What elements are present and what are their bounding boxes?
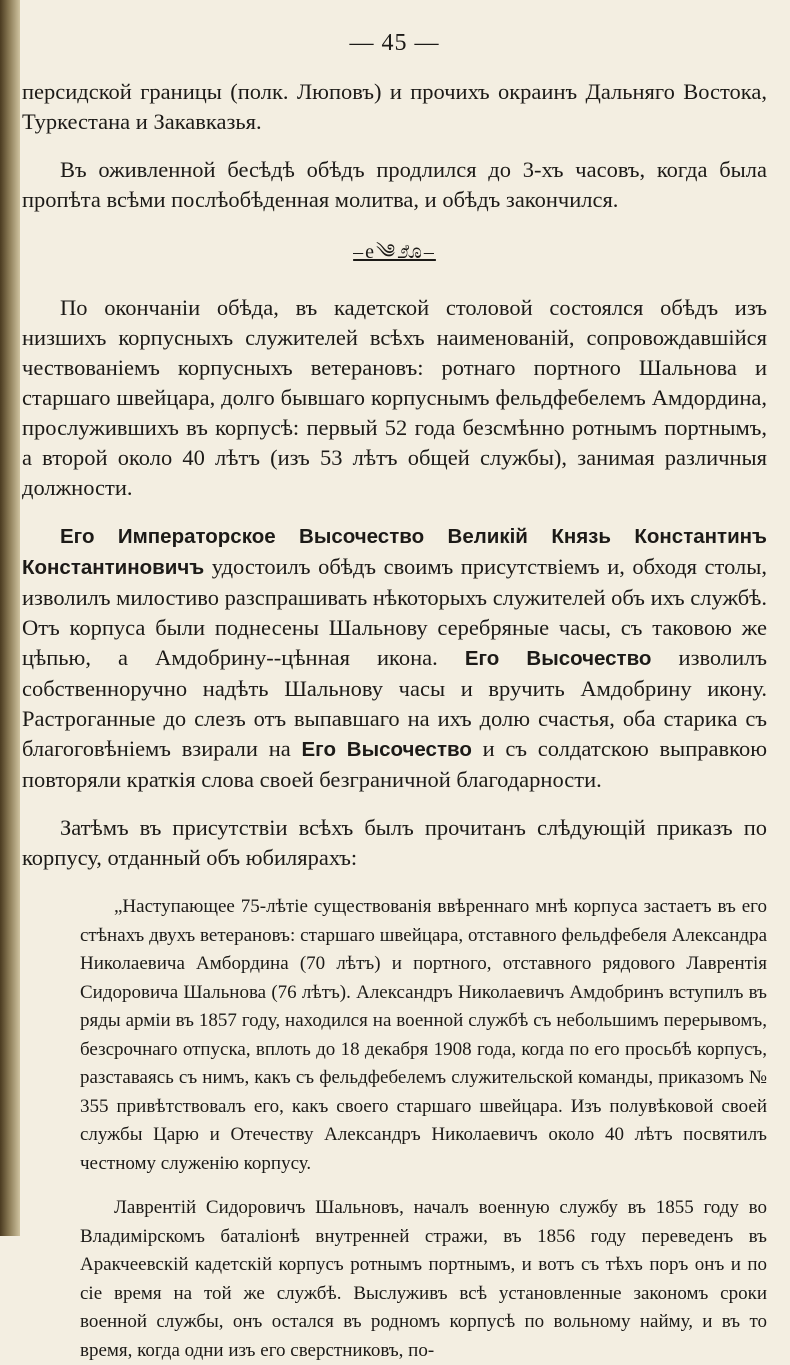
- paragraph-4-text-2: изволилъ собственноручно надѣть Шальнову часы и вручить Амдобрину икону. Растроганные до слезъ отъ выпавшаго на ихъ долю счастья, оба старика съ благоговѣніемъ взирали на: [22, 645, 768, 761]
- paragraph-3: По окончаніи обѣда, въ кадетской столовой состоялся обѣдъ изъ низшихъ корпусныхъ служителей всѣхъ наименованій, сопровождавшійся чествованіемъ корпусныхъ ветерановъ: ротнаго портного Шальнова и старшаго швейцара, долго бывшаго корпуснымъ фельдфебелемъ Амдордина, прослужившихъ въ корпусѣ: первый 52 года безсмѣнно ротнымъ портнымъ, а второй около 40 лѣтъ (изъ 53 лѣтъ общей службы), занимая различныя должности.: [22, 295, 767, 500]
- bold-title-grand-duke: Его Императорское Высочество Великій Князь Константинъ Константиновичъ: [22, 525, 767, 579]
- paragraph-4: [22, 521, 767, 795]
- document-page: [22, 30, 767, 1365]
- bold-his-highness-2: Его Высочество: [301, 738, 472, 761]
- ornament-glyph: –e༄೨ೊ–: [353, 241, 436, 263]
- section-ornament: [22, 229, 767, 285]
- page-number: — 45 —: [349, 30, 440, 56]
- paragraph-1: персидской границы (полк. Люповъ) и прочихъ окраинъ Дальняго Востока, Туркестана и Закавказья.: [22, 79, 767, 134]
- order-quote-2: Лаврентій Сидоровичъ Шальновъ, началъ военную службу въ 1855 году во Владимірскомъ баталіонѣ внутренней стражи, въ 1856 году переведенъ въ Аракчеевскій кадетскій корпусъ ротнымъ портнымъ, и вотъ съ тѣхъ поръ онъ и по сіе время на той же службѣ. Выслуживъ всѣ установленные закономъ сроки военной службы, онъ остался въ родномъ корпусѣ по вольному найму, и въ то время, когда одни изъ его сверстниковъ, по-: [80, 1197, 767, 1361]
- bold-his-highness-1: Его Высочество: [464, 647, 652, 670]
- book-spine-edge: [0, 0, 20, 1236]
- paragraph-5: Затѣмъ въ присутствіи всѣхъ былъ прочитанъ слѣдующій приказъ по корпусу, отданный объ юбилярахъ:: [22, 815, 767, 870]
- paragraph-4-text-3: и съ солдатскою выправкою повторяли краткія слова своей безграничной благодарности.: [22, 736, 768, 792]
- paragraph-2: Въ оживленной бесѣдѣ обѣдъ продлился до 3-хъ часовъ, когда была пропѣта всѣми послѣобѣденная молитва, и обѣдъ закончился.: [22, 157, 767, 212]
- paragraph-4-text-1: удостоилъ обѣдъ своимъ присутствіемъ и, обходя столы, изволилъ милостиво разспрашивать нѣкоторыхъ служителей объ ихъ службѣ. Отъ корпуса были поднесены Шальнову серебряные часы, съ таковою же цѣпью, а Амдобрину--цѣнная икона.: [22, 554, 767, 670]
- order-quote-1: „Наступающее 75-лѣтіе существованія ввѣреннаго мнѣ корпуса застаетъ въ его стѣнахъ двухъ ветерановъ: старшаго швейцара, отставного фельдфебеля Александра Николаевича Амбордина (70 лѣтъ) и портного, отставного рядового Лаврентія Сидоровича Шальнова (76 лѣтъ). Александръ Николаевичъ Амдобринъ вступилъ въ ряды арміи въ 1857 году, находился на военной службѣ съ небольшимъ перерывомъ, безсрочнаго отпуска, вплоть до 18 декабря 1908 года, когда по его просьбѣ корпусъ, разставаясь съ нимъ, какъ съ фельдфебелемъ служительской команды, приказомъ № 355 привѣтствовалъ его, какъ своего старшаго швейцара. Изъ полувѣковой своей службы Царю и Отечеству Александръ Николаевичъ около 40 лѣтъ посвятилъ честному служенію корпусу.: [80, 896, 767, 1174]
